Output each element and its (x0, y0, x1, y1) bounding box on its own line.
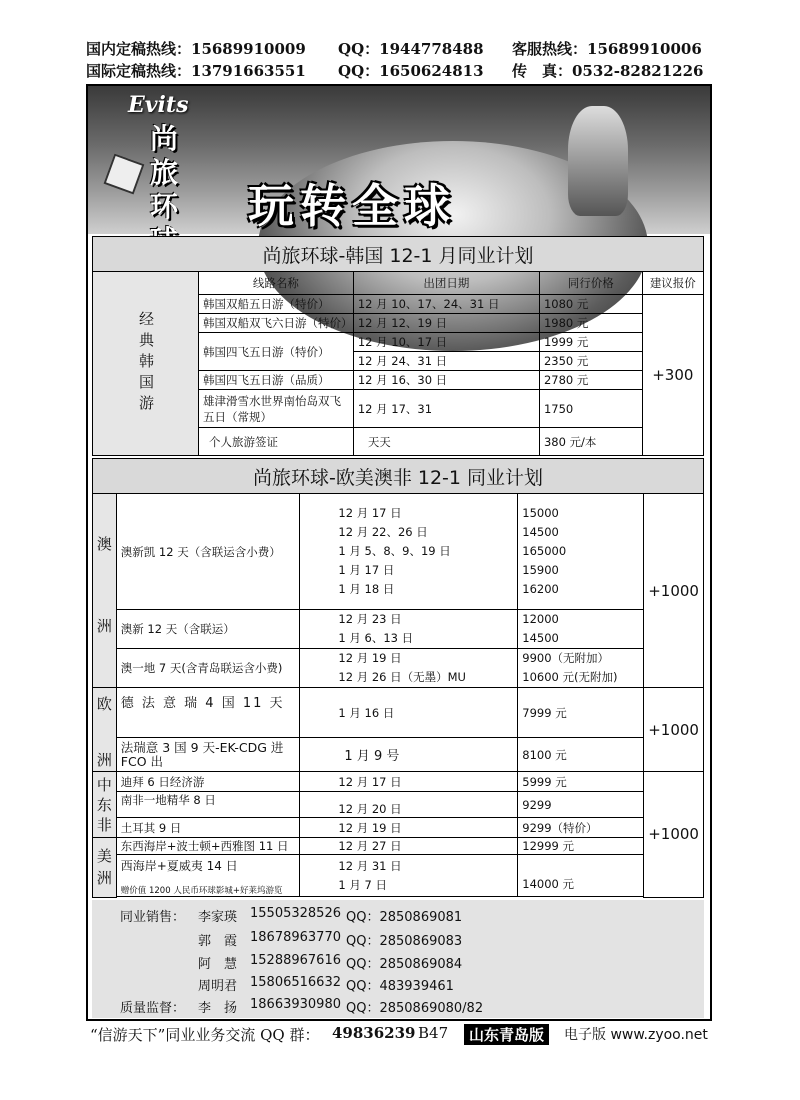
price: 12999 元 (518, 838, 644, 855)
contact-phone: 18663930980 (250, 997, 341, 1012)
contact-name: 郭 霞 (198, 934, 238, 949)
header-route: 线路名称 (199, 272, 354, 295)
edition-badge: 山东青岛版 (464, 1024, 549, 1045)
contact-qq: QQ：2850869080/82 (346, 1001, 484, 1016)
route-name: 德 法 意 瑞 4 国 11 天 (116, 688, 300, 738)
intl-hotline: 国际定稿热线：13791663551 (86, 62, 306, 80)
price: 2350 元 (539, 352, 642, 371)
contact-phone: 15505328526 (250, 906, 341, 921)
depart-date: 1 月 9 号 (300, 738, 518, 772)
western-title: 尚旅环球-欧美澳非 12-1 同业计划 (93, 459, 704, 494)
table-row (93, 738, 704, 772)
korea-markup: +300 (642, 295, 703, 456)
header-suggest: 建议报价 (642, 272, 703, 295)
aus-label-top: 澳 (93, 494, 117, 610)
price: 14000 元 (518, 855, 644, 897)
quality-label: 质量监督： (120, 1001, 186, 1016)
western-table (92, 458, 704, 898)
website: 电子版 www.zyoo.net (564, 1027, 708, 1043)
depart-dates: 12 月 23 日 1 月 6、13 日 (300, 610, 518, 649)
table-row (93, 772, 704, 792)
table-row (93, 792, 704, 818)
depart-date: 12 月 16、30 日 (353, 371, 539, 390)
table-row (93, 818, 704, 838)
depart-date: 12 月 17、31 (353, 390, 539, 428)
contact-name: 阿 慧 (198, 957, 238, 972)
header-date: 出团日期 (353, 272, 539, 295)
table-row (93, 494, 704, 610)
qq-group-number: 49836239 (332, 1024, 416, 1042)
price: 9299 (518, 792, 644, 818)
domestic-hotline: 国内定稿热线：15689910009 (86, 40, 306, 58)
korea-side-label: 经典韩国游 (93, 272, 199, 456)
depart-dates: 12 月 19 日 12 月 26 日（无墨）MU (300, 649, 518, 688)
banner (88, 86, 710, 234)
korea-table (92, 236, 704, 456)
depart-date: 12 月 27 日 (300, 838, 518, 855)
aus-markup: +1000 (644, 494, 704, 688)
fax: 传 真：0532-82821226 (512, 62, 704, 80)
route-name: 东西海岸+波士顿+西雅图 11 日 (116, 838, 300, 855)
depart-date: 12 月 20 日 (300, 792, 518, 818)
price: 5999 元 (518, 772, 644, 792)
contact-qq: QQ：2850869084 (346, 957, 463, 972)
aus-label-bottom: 洲 (93, 610, 117, 688)
depart-date: 12 月 17 日 (300, 772, 518, 792)
price: 1750 (539, 390, 642, 428)
eur-label-bottom: 洲 (93, 738, 117, 772)
service-hotline: 客服热线：15689910006 (512, 40, 702, 58)
price: 7999 元 (518, 688, 644, 738)
depart-date: 12 月 10、17 日 (353, 333, 539, 352)
table-row (93, 649, 704, 688)
eur-label-top: 欧 (93, 688, 117, 738)
table-row (93, 838, 704, 855)
us-label: 美洲 (93, 838, 117, 898)
route-name: 法瑞意 3 国 9 天-EK-CDG 进 FCO 出 (116, 738, 300, 772)
brand-logo: Evits (128, 92, 189, 118)
route-name: 澳新 12 天（含联运） (116, 610, 300, 649)
price: 380 元/本 (539, 428, 642, 456)
hotline-row-1 (86, 38, 726, 58)
route-name: 土耳其 9 日 (116, 818, 300, 838)
me-us-markup: +1000 (644, 772, 704, 898)
contacts-panel (92, 900, 704, 1018)
contact-name: 李 扬 (198, 1001, 238, 1016)
depart-date: 12 月 19 日 (300, 818, 518, 838)
route-name: 西海岸+夏威夷 14 日 赠价值 1200 人民币环球影城+好莱坞游览 (116, 855, 300, 897)
prices: 15000 14500 165000 15900 16200 (518, 494, 644, 610)
depart-dates: 12 月 17 日 12 月 22、26 日 1 月 5、8、9、19 日 1 月 17 日 1 月 18 日 (300, 494, 518, 610)
contact-name: 李家瑛 (198, 910, 238, 925)
route-note: 赠价值 1200 人民币环球影城+好莱坞游览 (120, 886, 283, 896)
route-name: 迪拜 6 日经济游 (116, 772, 300, 792)
price: 8100 元 (518, 738, 644, 772)
eur-markup: +1000 (644, 688, 704, 772)
contact-qq: QQ：483939461 (346, 979, 454, 994)
depart-date: 1 月 16 日 (300, 688, 518, 738)
qq-2: QQ：1650624813 (338, 62, 484, 80)
qq-group-label: “信游天下”同业业务交流 QQ 群： (90, 1026, 320, 1044)
route-name: 澳一地 7 天(含青岛联运含小费) (116, 649, 300, 688)
contact-phone: 18678963770 (250, 930, 341, 945)
route-name: 澳新凯 12 天（含联运含小费） (116, 494, 300, 610)
route-name: 个人旅游签证 (199, 428, 354, 456)
prices: 9900（无附加） 10600 元(无附加) (518, 649, 644, 688)
contact-qq: QQ：2850869083 (346, 934, 463, 949)
price: 1999 元 (539, 333, 642, 352)
prices: 12000 14500 (518, 610, 644, 649)
depart-date: 天天 (353, 428, 539, 456)
contact-phone: 15288967616 (250, 953, 341, 968)
hotline-row-2 (86, 60, 726, 80)
footer (86, 1024, 716, 1046)
price: 1980 元 (539, 314, 642, 333)
contact-phone: 15806516632 (250, 975, 341, 990)
qq-1: QQ：1944778488 (338, 40, 484, 58)
page-number: B47 (418, 1024, 449, 1042)
price: 1080 元 (539, 295, 642, 314)
price: 2780 元 (539, 371, 642, 390)
depart-date: 12 月 10、17、24、31 日 (353, 295, 539, 314)
route-name: 雄津滑雪水世界南怡岛双飞五日（常规） (199, 390, 354, 428)
cube-icon (103, 153, 144, 194)
depart-date: 12 月 24、31 日 (353, 352, 539, 371)
banner-slogan: 玩转全球 (248, 179, 456, 233)
dancer-figure (568, 106, 628, 216)
route-name: 韩国四飞五日游（特价） (199, 333, 354, 371)
contact-qq: QQ：2850869081 (346, 910, 463, 925)
contact-name: 周明君 (198, 979, 238, 994)
header-price: 同行价格 (539, 272, 642, 295)
table-row (93, 855, 704, 897)
me-label: 中东非 (93, 772, 117, 838)
table-row (93, 688, 704, 738)
route-name: 南非一地精华 8 日 (116, 792, 300, 818)
route-name: 韩国四飞五日游（品质） (199, 371, 354, 390)
table-row (93, 610, 704, 649)
sales-label: 同业销售： (120, 910, 186, 925)
price: 9299（特价） (518, 818, 644, 838)
brand-vertical-title: 尚旅环 (149, 122, 178, 223)
route-name: 韩国双船五日游（特价） (199, 295, 354, 314)
depart-dates: 12 月 31 日 1 月 7 日 (300, 855, 518, 897)
route-name: 韩国双船双飞六日游（特价） (199, 314, 354, 333)
korea-title: 尚旅环球-韩国 12-1 月同业计划 (93, 237, 704, 272)
depart-date: 12 月 12、19 日 (353, 314, 539, 333)
